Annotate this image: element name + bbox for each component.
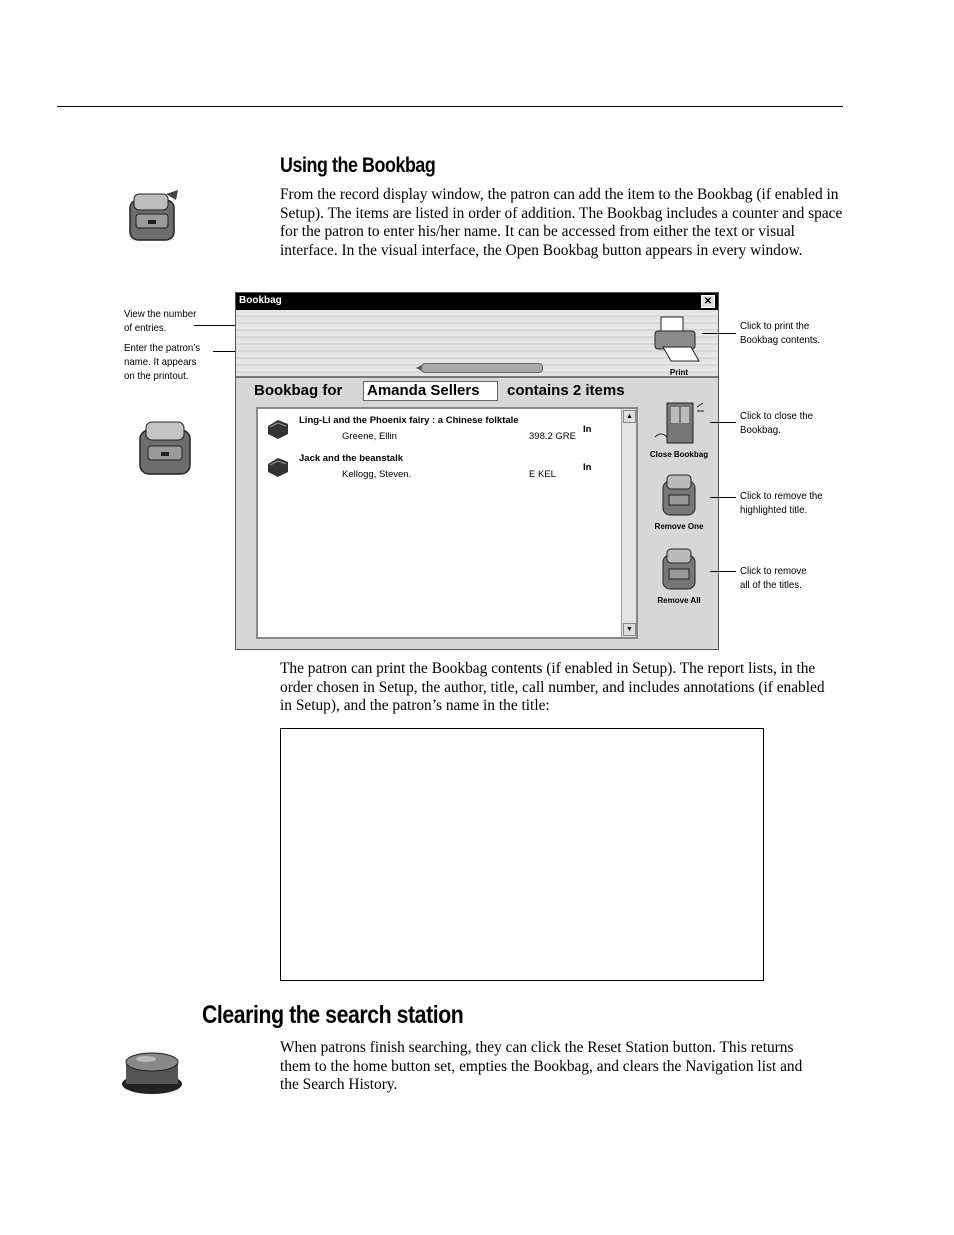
book-icon — [266, 418, 290, 440]
bookbag-header-row — [236, 378, 636, 402]
callout-line: Click to close the — [740, 410, 814, 422]
leader-line — [710, 571, 736, 572]
leader-line — [710, 497, 736, 498]
callout-line: View the number — [124, 308, 197, 320]
leader-line — [710, 422, 736, 423]
callout-print — [740, 319, 820, 347]
remove-one-label: Remove One — [654, 522, 704, 531]
close-bookbag-label: Close Bookbag — [649, 450, 709, 459]
item-call-number: 398.2 GRE — [529, 431, 576, 442]
item-counter-bar — [421, 363, 543, 373]
leader-line — [702, 333, 736, 334]
close-bookbag-button[interactable] — [649, 401, 709, 459]
reset-station-icon — [120, 1046, 184, 1096]
item-count-label: contains 2 items — [507, 382, 625, 399]
callout-line: Click to print the — [740, 320, 810, 332]
book-icon — [266, 456, 290, 478]
callout-line: all of the titles. — [740, 579, 802, 591]
section-heading-bookbag: Using the Bookbag — [280, 154, 436, 177]
printout-sample-box — [280, 728, 764, 981]
list-item[interactable] — [266, 415, 616, 449]
window-titlebar — [236, 293, 718, 310]
callout-line: Bookbag contents. — [740, 334, 821, 346]
callout-close — [740, 409, 813, 437]
header-rule — [57, 106, 843, 107]
callout-line: name. It appears — [124, 356, 197, 368]
patron-name-input[interactable]: Amanda Sellers — [363, 381, 498, 401]
item-author: Greene, Ellin — [342, 431, 397, 442]
callout-line: Click to remove the — [740, 490, 823, 502]
bookbag-intro-paragraph: From the record display window, the patron can add the item to the Bookbag (if enabled in Setup). The items are listed in order of addition. The Bookbag includes a counter and space for the patron to enter his/her name. It can be accessed from either the text or visual interface. In the visual interface, the Open Bookbag button appears in every window. — [280, 186, 843, 259]
item-status: In — [583, 462, 592, 473]
close-icon[interactable]: ✕ — [701, 295, 715, 308]
print-button[interactable] — [649, 315, 709, 377]
callout-remove-one — [740, 489, 823, 517]
printer-icon — [649, 315, 709, 365]
print-paragraph: The patron can print the Bookbag contents (if enabled in Setup). The report lists, in the order chosen in Setup, the author, title, call number, and includes annotations (if enabled in Setup), and the patron’s name in the title: — [280, 660, 825, 715]
section-heading-clearing: Clearing the search station — [202, 1001, 464, 1029]
bookbag-for-label: Bookbag for — [254, 382, 343, 399]
item-call-number: E KEL — [529, 469, 556, 480]
window-title: Bookbag — [239, 295, 282, 306]
print-button-label: Print — [669, 368, 689, 377]
list-scrollbar[interactable] — [621, 409, 636, 637]
callout-view-entries — [124, 307, 196, 335]
callout-line: Enter the patron’s — [124, 342, 201, 354]
bookbag-window — [235, 292, 719, 650]
remove-all-label: Remove All — [657, 596, 701, 605]
callout-line: Bookbag. — [740, 424, 781, 436]
clearing-paragraph: When patrons finish searching, they can click the Reset Station button. This returns them to the home button set, empties the Bookbag, and clears the Navigation list and the Search History. — [280, 1039, 803, 1094]
callout-enter-name — [124, 341, 200, 383]
item-title: Ling-Li and the Phoenix fairy : a Chinese folktale — [299, 415, 519, 426]
door-icon — [649, 401, 709, 445]
callout-line: of entries. — [124, 322, 167, 334]
bookbag-icon — [132, 416, 198, 480]
remove-one-button[interactable] — [649, 473, 709, 531]
bookbag-icon — [120, 186, 184, 246]
bookbag-icon — [649, 547, 709, 591]
item-author: Kellogg, Steven. — [342, 469, 412, 480]
bookbag-item-list[interactable] — [256, 407, 638, 639]
item-title: Jack and the beanstalk — [299, 453, 404, 464]
bookbag-icon — [649, 473, 709, 517]
remove-all-button[interactable] — [649, 547, 709, 605]
callout-line: highlighted title. — [740, 504, 808, 516]
item-status: In — [583, 424, 592, 435]
callout-line: on the printout. — [124, 370, 189, 382]
list-item[interactable] — [266, 453, 616, 487]
scroll-up-icon[interactable]: ▲ — [623, 410, 636, 423]
callout-line: Click to remove — [740, 565, 807, 577]
scroll-down-icon[interactable]: ▼ — [623, 623, 636, 636]
callout-remove-all — [740, 564, 807, 592]
